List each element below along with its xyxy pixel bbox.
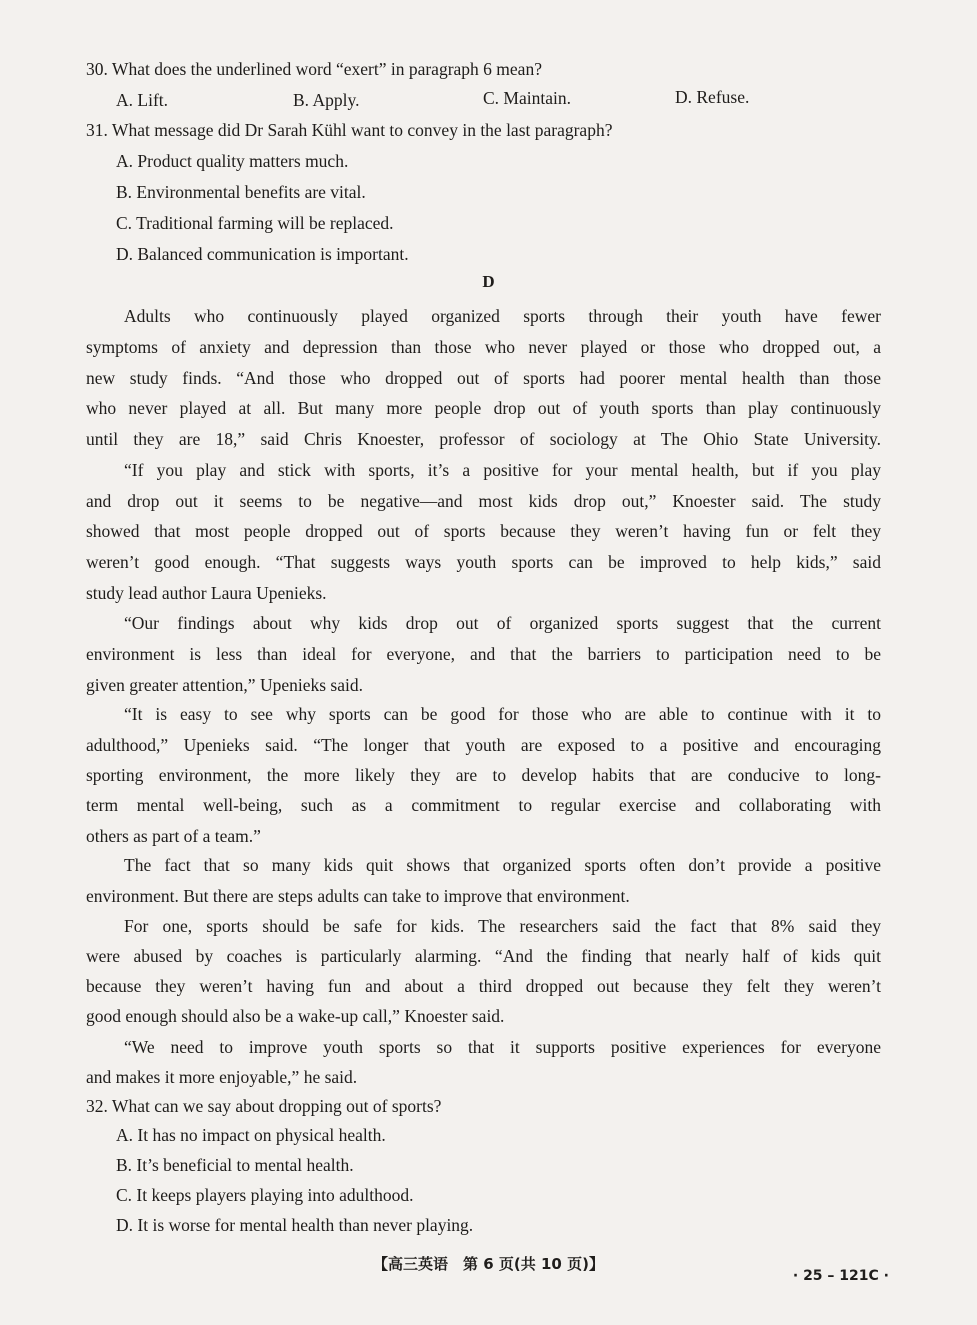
passage-line: good enough should also be a wake-up call,” Knoester said. xyxy=(86,1006,505,1026)
q30-option-d: D. Refuse. xyxy=(675,87,750,107)
q31-option-b: B. Environmental benefits are vital. xyxy=(116,182,366,202)
passage-line: “It is easy to see why sports can be good for those who are able to continue with it to xyxy=(124,704,881,724)
passage-line: term mental well-being, such as a commitment to regular exercise and collaborating with xyxy=(86,795,881,815)
q32-option-d: D. It is worse for mental health than never playing. xyxy=(116,1215,474,1235)
passage-line: The fact that so many kids quit shows that organized sports often don’t provide a positive xyxy=(124,855,881,875)
passage-line: “Our findings about why kids drop out of organized sports suggest that the current xyxy=(124,613,881,633)
passage-line: and drop out it seems to be negative—and most kids drop out,” Knoester said. The study xyxy=(86,491,881,511)
passage-line: were abused by coaches is particularly alarming. “And the finding that nearly half of kids quit xyxy=(86,946,881,966)
passage-line: given greater attention,” Upenieks said. xyxy=(86,675,363,695)
passage-line: showed that most people dropped out of sports because they weren’t having fun or felt they xyxy=(86,521,881,541)
passage-line: new study finds. “And those who dropped out of sports had poorer mental health than those xyxy=(86,368,881,388)
q31-option-c: C. Traditional farming will be replaced. xyxy=(116,213,394,233)
passage-line: environment is less than ideal for everyone, and that the barriers to participation need to be xyxy=(86,644,881,664)
passage-line: symptoms of anxiety and depression than those who never played or those who dropped out, a xyxy=(86,337,881,357)
passage-line: until they are 18,” said Chris Knoester, professor of sociology at The Ohio State University. xyxy=(86,429,881,449)
passage-line: “We need to improve youth sports so that it supports positive experiences for everyone xyxy=(124,1037,881,1057)
passage-line: “If you play and stick with sports, it’s a positive for your mental health, but if you play xyxy=(124,460,881,480)
q32-stem: 32. What can we say about dropping out of sports? xyxy=(86,1096,442,1116)
q32-option-b: B. It’s beneficial to mental health. xyxy=(116,1155,354,1175)
passage-line: study lead author Laura Upenieks. xyxy=(86,583,327,603)
q30-stem: 30. What does the underlined word “exert” in paragraph 6 mean? xyxy=(86,59,542,79)
section-label: D xyxy=(482,272,495,291)
passage-line: environment. But there are steps adults can take to improve that environment. xyxy=(86,886,630,906)
passage-line: and makes it more enjoyable,” he said. xyxy=(86,1067,358,1087)
q30-option-c: C. Maintain. xyxy=(483,88,571,108)
passage-line: weren’t good enough. “That suggests ways youth sports can be improved to help kids,” said xyxy=(86,552,881,572)
q30-option-a: A. Lift. xyxy=(116,90,169,110)
q32-option-c: C. It keeps players playing into adulthood. xyxy=(116,1185,414,1205)
exam-code: · 25 – 121C · xyxy=(792,1268,889,1284)
page-footer: 【高三英语 第 6 页(共 10 页)】 xyxy=(373,1255,604,1273)
passage-line: because they weren’t having fun and about a third dropped out because they felt they weren’t xyxy=(86,976,881,996)
passage-line: adulthood,” Upenieks said. “The longer that youth are exposed to a positive and encouraging xyxy=(86,735,881,755)
q31-option-d: D. Balanced communication is important. xyxy=(116,244,409,264)
q30-option-b: B. Apply. xyxy=(293,90,360,110)
passage-line: others as part of a team.” xyxy=(86,826,261,846)
passage-line: For one, sports should be safe for kids. The researchers said the fact that 8% said they xyxy=(124,916,881,936)
passage-line: Adults who continuously played organized sports through their youth have fewer xyxy=(124,306,881,326)
q31-stem: 31. What message did Dr Sarah Kühl want to convey in the last paragraph? xyxy=(86,120,613,140)
passage-line: sporting environment, the more likely they are to develop habits that are conducive to long- xyxy=(86,765,881,785)
q31-option-a: A. Product quality matters much. xyxy=(116,151,349,171)
passage-line: who never played at all. But many more people drop out of youth sports than play continuously xyxy=(86,398,881,418)
q32-option-a: A. It has no impact on physical health. xyxy=(116,1125,386,1145)
